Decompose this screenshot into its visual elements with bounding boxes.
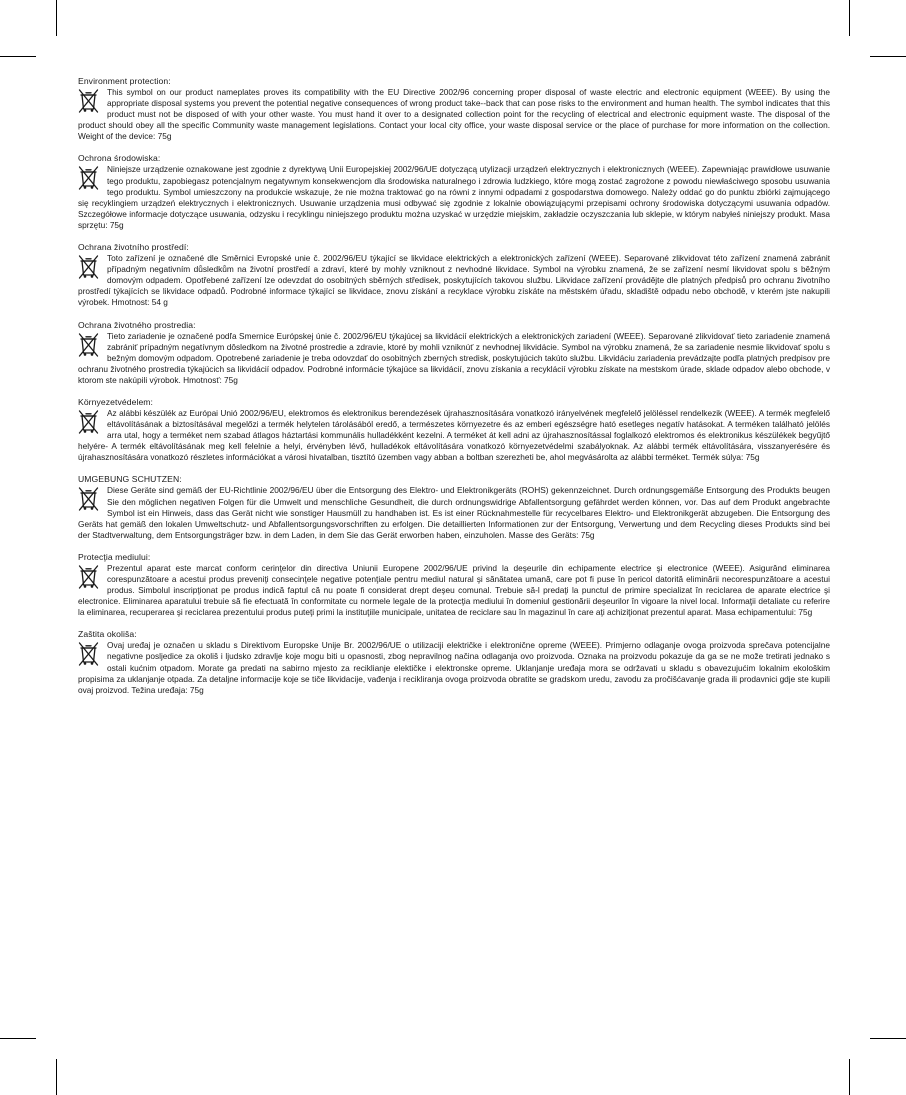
section-title: Ochrana životního prostředí: <box>78 242 189 253</box>
crop-mark <box>0 1038 36 1039</box>
section-title: UMGEBUNG SCHUTZEN: <box>78 474 182 485</box>
crop-mark <box>870 56 906 57</box>
disposal-section <box>78 320 830 386</box>
section-title: Ochrana životného prostredia: <box>78 319 196 330</box>
crop-mark <box>56 1059 57 1095</box>
disposal-section <box>78 397 830 463</box>
crossed-out-wheelie-bin-icon <box>78 165 99 191</box>
disposal-section <box>78 76 830 142</box>
section-body: Ovaj uređaj je označen u skladu s Direktivom Europske Unije Br. 2002/96/UE o utilizaciji električke i elektronične opreme (WEEE). Primjerno odlaganje ovoga proizvoda sprečava potencijalne negativne posljedice za okoliš i ljudsko zdravlje koje mogu biti u opasnosti, zbog nepravilnog načina odlaganja ovo proizvoda. Oznaka na proizvodu pokazuje da ga se ne može tretirati jednako s ostali kućnim otpadom. Morate ga predati na sabirno mjesto za reciklianje elektičke i elektronske opreme. Uklanjanje uređaja mora se održavati u skladu s obavezujućim lokalnim ekološkim propisima za uklanjanje otpada. Za detaljne informacije koje se tiče likvidacije, vađenja i recikliranja ovoga proizvoda obratite se gradskom uredu, zavodu za pročišćavanje grada ili prodavnici gdje ste kupili ovaj proizvod. Težina uređaja: 75g <box>78 640 830 695</box>
disposal-section <box>78 629 830 695</box>
section-body: Diese Geräte sind gemäß der EU-Richtlinie 2002/96/EU über die Entsorgung des Elektro- und Elektronikgeräts (ROHS) gekennzeichnet. Durch ordnungsgemäße Entsorgung des Produkts beugen Sie den möglichen negativen Folgen für die Umwelt und menschliche Gesundheit, die durch ordnungswidrige Abfallentsorgung gefährdet werden können, vor. Das auf dem Produkt angebrachte Symbol ist ein Hinweis, dass das Gerät nicht wie sonstiger Hausmüll zu handhaben ist. Es ist einer Rücknahmestelle für recycelbares Elektro- und Elektronikgerät abzugeben. Die Entsorgung des Geräts hat gemäß den lokalen Umweltschutz- und Abfallentsorgungsvorschriften zu erfolgen. Die detaillierten Informationen zur der Entsorgung, Verwertung und dem Recycling dieses Produkts sind bei der Stadtverwaltung, dem Entsorgungsträger bzw. in dem Laden, in dem Sie das Gerät erworben haben, einzuholen. Masse des Geräts: 75g <box>78 485 830 540</box>
section-title: Environment protection: <box>78 76 171 86</box>
crossed-out-wheelie-bin-icon <box>78 641 99 667</box>
crossed-out-wheelie-bin-icon <box>78 409 99 435</box>
crossed-out-wheelie-bin-icon <box>78 486 99 512</box>
document-page <box>78 76 830 707</box>
section-title: Protecţia mediului: <box>78 551 151 562</box>
section-title: Ochrona środowiska: <box>78 153 161 164</box>
crop-mark <box>0 56 36 57</box>
section-body: This symbol on our product nameplates proves its compatibility with the EU Directive 2002/96 concerning proper disposal of waste electric and electronic equipment (WEEE). By using the appropriate disposal systems you prevent the potential negative consequences of wrong product take--back that can pose risks to the environment and human health. The symbol indicates that this product must not be disposed of with your other waste. You must hand it over to a designated collection point for the recycling of electrical and electronic equipment waste. The disposal of the product should obey all the specific Community waste management legislations. Contact your local city office, your waste disposal service or the place of purchase for more information on the collection. Weight of the device: 75g <box>78 87 830 142</box>
section-body: Toto zařízení je označené dle Směrnici Evropské unie č. 2002/96/EU týkající se likvidace elektrických a elektronických zařízení (WEEE). Separované zlikvidovat této zařízení znamená zabránit případným negativním důsledkům na životní prostředí a zdraví, které by mohly vzniknout z nevhodné likvidace. Symbol na výrobku znamená, že se zařízení nesmí likvidovat spolu s běžným domovým odpadem. Opotřebené zařízení lze odevzdat do osobitných sběrných středisek, poskytujících takovou službu. Likvidace zařízení provádějte dle platných předpisů pro ochranu životního prostředí týkajících se likvidace odpadů. Podrobné informace týkající se likvidace, znovu získání a recyklace výrobku získáte na městském úřadu, skladiště odpadu nebo obchodě, v kterém jste nakupili výrobek. Hmotnost: 54 g <box>78 253 830 308</box>
section-title: Zaštita okoliša: <box>78 629 137 640</box>
crop-mark <box>870 1038 906 1039</box>
section-title: Környezetvédelem: <box>78 396 154 407</box>
crossed-out-wheelie-bin-icon <box>78 332 99 358</box>
crop-mark <box>849 0 850 36</box>
crossed-out-wheelie-bin-icon <box>78 254 99 280</box>
crop-mark <box>56 0 57 36</box>
section-body: Tieto zariadenie je označené podľa Smernice Európskej únie č. 2002/96/EU týkajúcej sa likvidácií elektrických a elektronických zariadení (WEEE). Separované zlikvidovať tieto zariadenie znamená zabrániť prípadným negatívnym dôsledkom na životné prostredie a zdravie, ktoré by mohli vzniknúť z nevhodnej likvidácie. Symbol na výrobku znamená, že sa zariadenie nesmie likvidovať spolu s bežným domovým odpadom. Opotrebené zariadenie je treba odovzdať do osobitných zberných stredisk, poskytujúcich takúto službu. Likvidáciu zariadenia prevádzajte podľa platných predpisov pre ochranu životného prostredia týkajúcich sa likvidácií odpadov. Podrobné informácie týkajúce sa likvidácií, znovu získania a recyklácií výrobku získate na mestskom úrade, sklade odpadov alebo obchode, v ktorom ste nakúpili výrobok. Hmotnosť: 75g <box>78 330 830 385</box>
crop-mark <box>849 1059 850 1095</box>
section-body: Prezentul aparat este marcat conform cerinţelor din directiva Uniunii Europene 2002/96/UE privind la deşeurile din echipamente electrice şi electronice (WEEE). Asigurând eliminarea corespunzătoare a acestui produs preveniţi consecinţele negative potenţiale pentru mediul natural şi sănătatea umană, care pot fi puse în pericol datorită eliminării necorespunzătoare a acestui produs. Simbolul inscripţionat pe produs indică faptul că nu poate fi considerat drept deşeu comunal. Trebuie să-l predaţi la punctul de primire specializat în reciclarea de aparate electrice şi electronice. Eliminarea aparatului trebuie să fie efectuată în conformitate cu normele legale de la protecţia mediului în domeniul gestionării deşeurilor în vigoare la nivel local. Informaţii detaliate cu referire la eliminarea, recuperarea şi reciclarea prezentului produs puteţi primi la instituţiile municipale, unitatea de reciclare sau în magazinul în care aţi achiziţionat prezentul aparat. Masa echipamentului: 75g <box>78 562 830 618</box>
disposal-section <box>78 474 830 540</box>
disposal-section <box>78 552 830 618</box>
section-body: Niniejsze urządzenie oznakowane jest zgodnie z dyrektywą Unii Europejskiej 2002/96/UE dotyczącą utylizacji urządzeń elektrycznych i elektronicznych (WEEE). Zapewniając prawidłowe usuwanie tego produktu, zapobiegasz potencjalnym negatywnym konsekwencjom dla środowiska naturalnego i zdrowia ludzkiego, które mogą zostać zagrożone z powodu niewłaściwego sposobu usuwania tego produktu. Symbol umieszczony na produkcie wskazuje, że nie można traktować go na równi z innymi odpadami z gospodarstwa domowego. Należy oddać go do punktu zbiórki zajmującego się recyklingiem urządzeń elektrycznych i elektronicznych. Usuwanie urządzenia musi odbywać się zgodnie z lokalnie obowiązującymi przepisami ochrony środowiska dotyczącymi usuwania odpadów. Szczegółowe informacje dotyczące usuwania, odzysku i recyklingu niniejszego produktu można uzyskać w urzędzie miejskim, zakładzie oczyszczania lub sklepie, w którym nabyłeś niniejszy produkt. Masa sprzętu: 75g <box>78 164 830 230</box>
disposal-section <box>78 153 830 231</box>
section-body: Az alábbi készülék az Európai Unió 2002/96/EU, elektromos és elektronikus berendezések újrahasznosítására vonatkozó irányelvének megfelelő jelöléssel rendelkezik (WEEE). A termék megfelelő eltávolításának a biztosításával megelőzi a termék helytelen tárolásából eredő, a természetes környezetre és az emberi egészségre ható esetleges negatív hatásokat. A terméken található jelölés arra utal, hogy a terméket nem szabad átlagos háztartási kommunális hulladékként kezelni. A terméket át kell adni az újrahasznosítással foglalkozó elektromos és elektronikus készülékek begyűjtő helyére- A termék eltávolításának meg kell felelnie a helyi, érvényben lévő, hulladékok eltávolítására vonatkozó környezetvédelmi szabályoknak. Az alábbi termék eltávolítására, visszanyerésére és újrahasznosítására vonatkozó részletes információkat a városi hivatalban, tisztító üzemben vagy abban a boltban szerezheti be, ahol megvásárolta az alábbi terméket. Termék súlya: 75g <box>78 407 830 463</box>
crossed-out-wheelie-bin-icon <box>78 564 99 590</box>
disposal-section <box>78 242 830 308</box>
crossed-out-wheelie-bin-icon <box>78 88 99 114</box>
